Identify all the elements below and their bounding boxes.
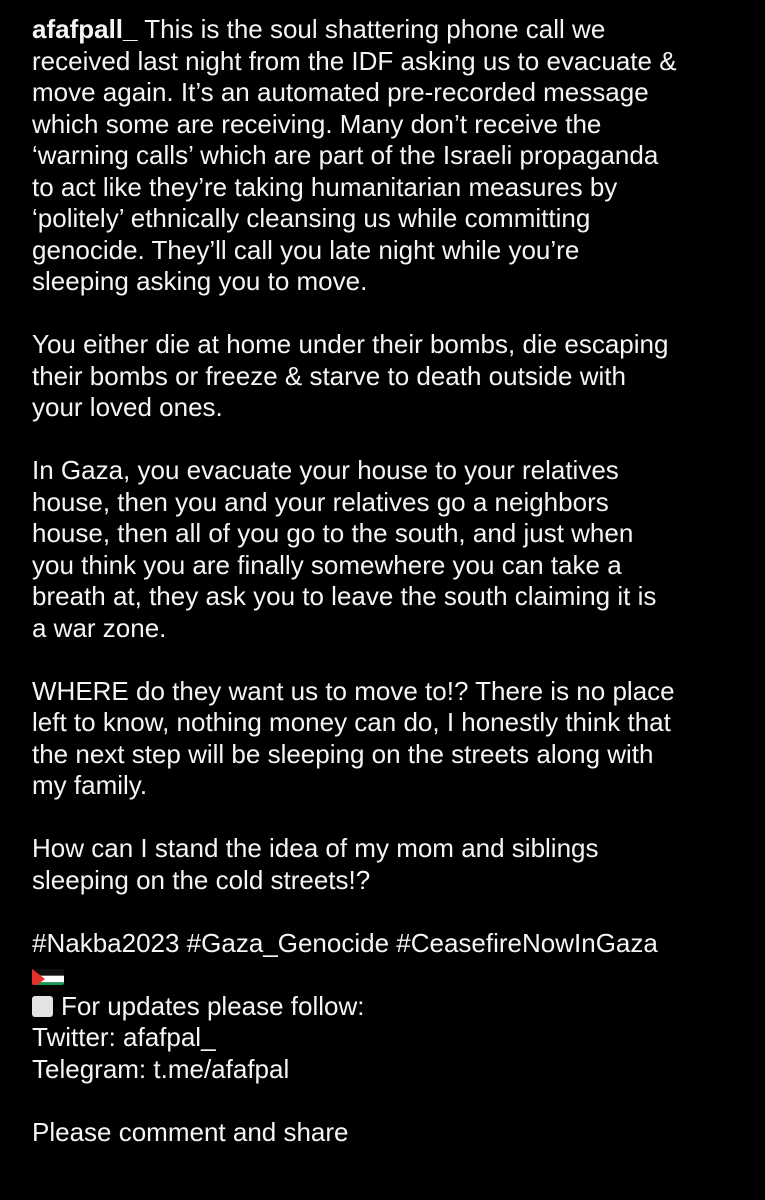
palestine-flag-icon <box>32 965 64 985</box>
paragraph-spacer <box>32 1085 744 1117</box>
paragraph-spacer <box>32 424 744 456</box>
post-caption <box>32 14 744 1148</box>
paragraph-spacer <box>32 896 744 928</box>
caption-line: genocide. They’ll call you late night while you’re <box>32 234 580 265</box>
twitter-line: Twitter: afafpal_ <box>32 1022 216 1052</box>
caption-line: my family. <box>32 770 148 800</box>
caption-line: You either die at home under their bombs, die escaping <box>32 329 669 359</box>
telegram-line: Telegram: t.me/afafpal <box>32 1053 290 1084</box>
caption-line: move again. It’s an automated pre-recorded message <box>32 77 649 107</box>
hashtags-line[interactable]: #Nakba2023 #Gaza_Genocide #CeasefireNowInGaza <box>32 927 658 958</box>
white-square-icon <box>32 996 53 1017</box>
caption-line: their bombs or freeze & starve to death outside with <box>32 360 626 391</box>
caption-line: house, then you and your relatives go a neighbors <box>32 486 609 517</box>
caption-paragraph-2 <box>32 329 744 424</box>
caption-line: to act like they’re taking humanitarian measures by <box>32 171 618 202</box>
caption-paragraph-4 <box>32 676 744 802</box>
caption-line: received last night from the IDF asking us to evacuate & <box>32 45 677 76</box>
closing-line: Please comment and share <box>32 1116 349 1147</box>
caption-line: ‘politely’ ethnically cleansing us while committing <box>32 203 591 233</box>
caption-line: house, then all of you go to the south, and just when <box>32 518 634 548</box>
paragraph-spacer <box>32 802 744 834</box>
caption-line: left to know, nothing money can do, I honestly think that <box>32 707 671 737</box>
caption-line: How can I stand the idea of my mom and siblings <box>32 833 599 863</box>
flag-line <box>32 959 744 991</box>
caption-paragraph-1 <box>32 14 744 298</box>
caption-line: WHERE do they want us to move to!? There is no place <box>32 675 675 706</box>
caption-line: ‘warning calls’ which are part of the Israeli propaganda <box>32 140 659 170</box>
caption-line: sleeping on the cold streets!? <box>32 864 371 895</box>
paragraph-spacer <box>32 298 744 330</box>
caption-line: a war zone. <box>32 612 167 643</box>
caption-line: the next step will be sleeping on the streets along with <box>32 738 654 769</box>
updates-label: For updates please follow: <box>61 990 365 1021</box>
caption-line: breath at, they ask you to leave the south claiming it is <box>32 581 657 611</box>
caption-paragraph-6 <box>32 928 744 1086</box>
caption-paragraph-3 <box>32 455 744 644</box>
caption-line: your loved ones. <box>32 392 223 422</box>
caption-line: sleeping asking you to move. <box>32 266 368 296</box>
caption-line: This is the soul shattering phone call we <box>137 14 606 44</box>
updates-line <box>32 991 744 1023</box>
caption-line: which some are receiving. Many don’t receive the <box>32 108 602 139</box>
caption-paragraph-7 <box>32 1117 744 1149</box>
caption-line: you think you are finally somewhere you can take a <box>32 549 622 580</box>
caption-line: In Gaza, you evacuate your house to your relatives <box>32 455 619 485</box>
caption-paragraph-5 <box>32 833 744 896</box>
paragraph-spacer <box>32 644 744 676</box>
username-link[interactable]: afafpall_ <box>32 14 138 44</box>
